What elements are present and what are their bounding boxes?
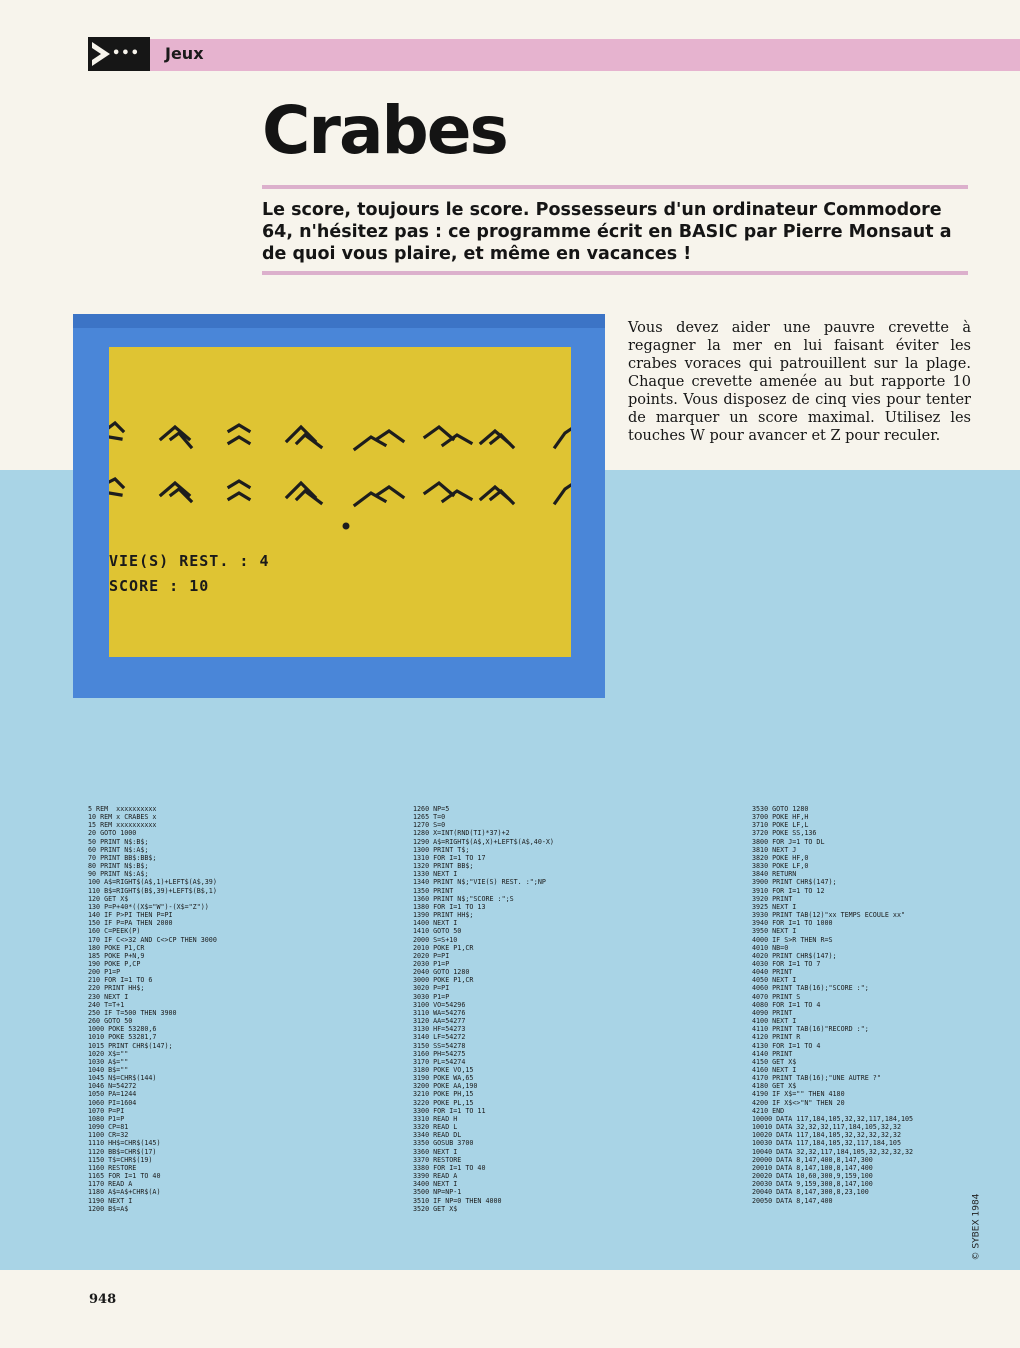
lead-bottom-rule [262,271,968,275]
lives-remaining-text: VIE(S) REST. : 4 [109,552,270,570]
chevron-right-icon [92,42,110,66]
crab-sprites-illustration [109,347,571,657]
section-badge [88,37,150,71]
article-lead: Le score, toujours le score. Possesseurs d'un ordinateur Commodore 64, n'hésitez pas : ce programme écrit en BASIC par Pierre Monsaut a de quoi vous plaire, et même en vacances ! [262,200,952,264]
article-title: Crabes [262,92,507,169]
page-number: 948 [89,1292,117,1307]
badge-dots: ••• [112,46,140,61]
score-text: SCORE : 10 [109,577,210,595]
section-header-bar [88,39,1020,71]
game-screenshot [109,347,571,657]
lead-top-rule [262,185,968,189]
basic-listing-column-3: 3530 GOTO 1280 3700 POKE HF,H 3710 POKE LF,L 3720 POKE SS,136 3800 FOR J=1 TO DL 3810 NEXT J 3820 POKE HF,0 3830 POKE LF,0 3840 RETURN 3900 PRINT CHR$(147); 3910 FOR I=1 TO 12 3920 PRINT 3925 NEXT I 3930 PRINT TAB(12)"xx TEMPS ECOULE xx" 3940 FOR I=1 TO 1000 3950 NEXT I 4000 IF S>R THEN R=S 4010 NB=0 4020 PRINT CHR$(147); 4030 FOR I=1 TO 7 4040 PRINT 4050 NEXT I 4060 PRINT TAB(16);"SCORE :"; 4070 PRINT S 4080 FOR I=1 TO 4 4090 PRINT 4100 NEXT I 4110 PRINT TAB(16)"RECORD :"; 4120 PRINT R 4130 FOR I=1 TO 4 4140 PRINT 4150 GET X$ 4160 NEXT I 4170 PRINT TAB(16);"UNE AUTRE ?" 4180 GET X$ 4190 IF X$="" THEN 4180 4200 IF X$<>"N" THEN 20 4210 END 10000 DATA 117,184,105,32,32,117,184,105 10010 DATA 32,32,32,117,184,105,32,32 10020 DATA 117,184,105,32,32,32,32,32 10030 DATA 117,184,105,32,117,184,105 10040 DATA 32,32,117,184,105,32,32,32,32 20000 DATA 8,147,400,8,147,300 20010 DATA 8,147,100,8,147,400 20020 DATA 10,60,300,9,159,100 20030 DATA 9,159,300,8,147,100 20040 DATA 8,147,300,8,23,100 20050 DATA 8,147,400 [752,805,914,1205]
copyright-text: © SYBEX 1984 [971,1193,982,1261]
shrimp-dot [343,523,350,530]
basic-listing-column-1: 5 REM xxxxxxxxxx 10 REM x CRABES x 15 REM xxxxxxxxxx 20 GOTO 1000 50 PRINT N$:B$; 60 PRINT N$:A$; 70 PRINT BB$:BB$; 80 PRINT N$:B$; 90 PRINT N$:A$; 100 A$=RIGHT$(A$,1)+LEFT$(A$,39) 110 B$=RIGHT$(B$,39)+LEFT$(B$,1) 120 GET X$ 130 P=P+40*((X$="W")-(X$="Z")) 140 IF P>PI THEN P=PI 150 IF P=PA THEN 2000 160 C=PEEK(P) 170 IF C<>32 AND C<>CP THEN 3000 180 POKE P1,CR 185 POKE P+N,9 190 POKE P,CP 200 P1=P 210 FOR I=1 TO 6 220 PRINT HH$; 230 NEXT I 240 T=T+1 250 IF T=500 THEN 3900 260 GOTO 50 1000 POKE 53280,6 1010 POKE 53281,7 1015 PRINT CHR$(147); 1020 X$="" 1030 A$="" 1040 B$="" 1045 N$=CHR$(144) 1046 N=54272 1050 PA=1244 1060 PI=1604 1070 P=PI 1080 P1=P 1090 CP=81 1100 CR=32 1110 HH$=CHR$(145) 1120 BB$=CHR$(17) 1150 T$=CHR$(19) 1160 RESTORE 1165 FOR I=1 TO 40 1170 READ A 1180 A$=A$+CHR$(A) 1190 NEXT I 1200 B$=A$ [88,805,217,1213]
section-label: Jeux [165,44,204,63]
basic-listing-column-2: 1260 NP=5 1265 T=0 1270 S=0 1280 X=INT(RND(TI)*37)+2 1290 A$=RIGHT$(A$,X)+LEFT$(A$,40-X) 1300 PRINT T$; 1310 FOR I=1 TO 17 1320 PRINT BB$; 1330 NEXT I 1340 PRINT N$;"VIE(S) REST. :";NP 1350 PRINT 1360 PRINT N$;"SCORE :";S 1380 FOR I=1 TO 13 1390 PRINT HH$; 1400 NEXT I 1410 GOTO 50 2000 S=S+10 2010 POKE P1,CR 2020 P=PI 2030 P1=P 2040 GOTO 1280 3000 POKE P1,CR 3020 P=PI 3030 P1=P 3100 VO=54296 3110 WA=54276 3120 AA=54277 3130 HF=54273 3140 LF=54272 3150 SS=54278 3160 PH=54275 3170 PL=54274 3180 POKE VO,15 3190 POKE WA,65 3200 POKE AA,190 3210 POKE PH,15 3220 POKE PL,15 3300 FOR I=1 TO 11 3310 READ H 3320 READ L 3340 READ DL 3350 GOSUB 3700 3360 NEXT I 3370 RESTORE 3380 FOR I=1 TO 40 3390 READ A 3400 NEXT I 3500 NP=NP-1 3510 IF NP=0 THEN 4000 3520 GET X$ [413,805,554,1213]
intro-paragraph: Vous devez aider une pauvre crevette à regagner la mer en lui faisant éviter les crabes voraces qui patrouillent sur la plage. Chaque crevette amenée au but rapporte 10 points. Vous disposez de cinq vies pour tenter de marquer un score maximal. Utilisez les touches W pour avancer et Z pour reculer. [628,320,971,444]
copyright-notice [968,1192,988,1272]
